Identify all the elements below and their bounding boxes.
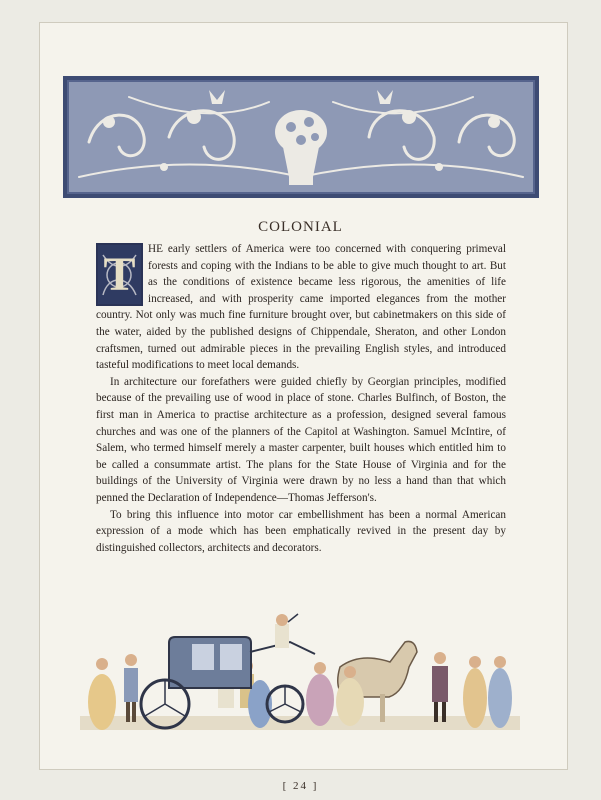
paragraph-3: To bring this influence into motor car embellishment has been a normal American expression of a mode which has been emphatically revived in the present day by distinguished collectors, architects and decorators. bbox=[96, 508, 506, 554]
carriage-scene-icon bbox=[80, 612, 520, 734]
carriage-illustration bbox=[80, 612, 520, 734]
scroll-ornament-icon bbox=[69, 82, 533, 192]
page-number: [ 24 ] bbox=[282, 780, 319, 792]
paragraph-2: In architecture our forefathers were guided chiefly by Georgian principles, modified because of the prevailing use of wood in place of stone. Charles Bulfinch, of Boston, the first man in America to practise architecture as a profession, designed several famous churches and was one of the planners of the Capitol at Washington. Samuel McIntire, of Salem, who termed himself merely a master carpenter, built houses which entitled him to be called a consummate artist. The plans for the State House of Virginia and for the buildings of the University of Virginia were drawn by no less a hand than that which penned the Declaration of Independence—Thomas Jefferson's. bbox=[96, 375, 506, 504]
dropcap-letter: T bbox=[103, 248, 136, 301]
dropcap bbox=[96, 243, 143, 306]
carriage-icon bbox=[141, 614, 315, 728]
paragraph-1-text: HE early settlers of America were too concerned with conquering primeval forests and coping with the Indians to be able to give much thought to art. But as the conditions of existence became less rigorous, the amenities of life increased, and with prosperity came imported elegances from the mother country. Not only was much fine furniture brought over, but cabinetmakers on this side of the water, aided by the published designs of Chippendale, Sheraton, and other London craftsmen, turned out admirable pieces in the prevailing English styles, and introduced tasteful modifications to meet local demands. bbox=[96, 243, 506, 372]
ornamental-banner bbox=[63, 76, 539, 198]
paragraph-1 bbox=[96, 241, 506, 374]
body-text bbox=[96, 241, 506, 556]
page-title: COLONIAL bbox=[258, 219, 343, 235]
